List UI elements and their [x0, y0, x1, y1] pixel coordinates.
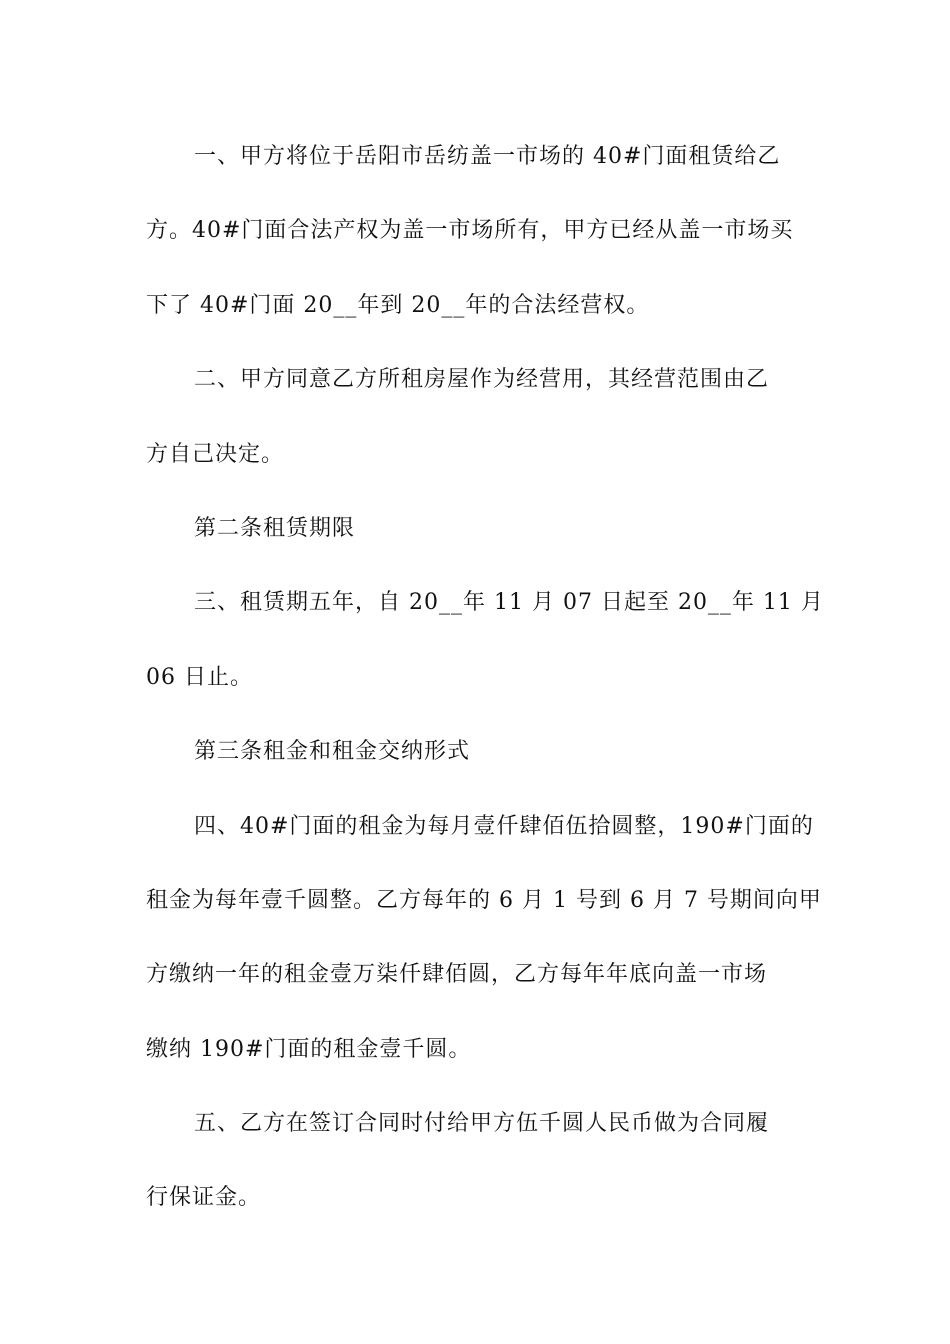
section-heading-rent-payment: 第三条租金和租金交纳形式: [194, 739, 471, 765]
clause-4-line-1: 四、40#门面的租金为每月壹仟肆佰伍拾圆整，190#门面的: [194, 813, 814, 839]
contract-body: [146, 132, 824, 1248]
clause-1-line-3: 下了 40#门面 20__年到 20__年的合法经营权。: [146, 292, 650, 318]
clause-4-line-3: 方缴纳一年的租金壹万柒仟肆佰圆，乙方每年年底向盖一市场: [146, 962, 768, 988]
clause-4-line-4: 缴纳 190#门面的租金壹千圆。: [146, 1036, 472, 1062]
clause-3-line-2: 06 日止。: [146, 664, 253, 690]
clause-5-line-2: 行保证金。: [146, 1185, 262, 1211]
section-heading-lease-term: 第二条租赁期限: [194, 515, 356, 541]
clause-2-line-1: 二、甲方同意乙方所租房屋作为经营用，其经营范围由乙: [194, 367, 770, 393]
clause-1-line-1: 一、甲方将位于岳阳市岳纺盖一市场的 40#门面租赁给乙: [194, 144, 781, 169]
clause-1-line-2: 方。40#门面合法产权为盖一市场所有，甲方已经从盖一市场买: [146, 218, 794, 244]
clause-4-line-2: 租金为每年壹千圆整。乙方每年的 6 月 1 号到 6 月 7 号期间向甲: [146, 887, 822, 913]
clause-5-line-1: 五、乙方在签订合同时付给甲方伍千圆人民币做为合同履: [194, 1111, 770, 1137]
clause-2-line-2: 方自己决定。: [146, 441, 285, 467]
clause-3-line-1: 三、租赁期五年，自 20__年 11 月 07 日起至 20__年 11 月: [194, 590, 824, 616]
